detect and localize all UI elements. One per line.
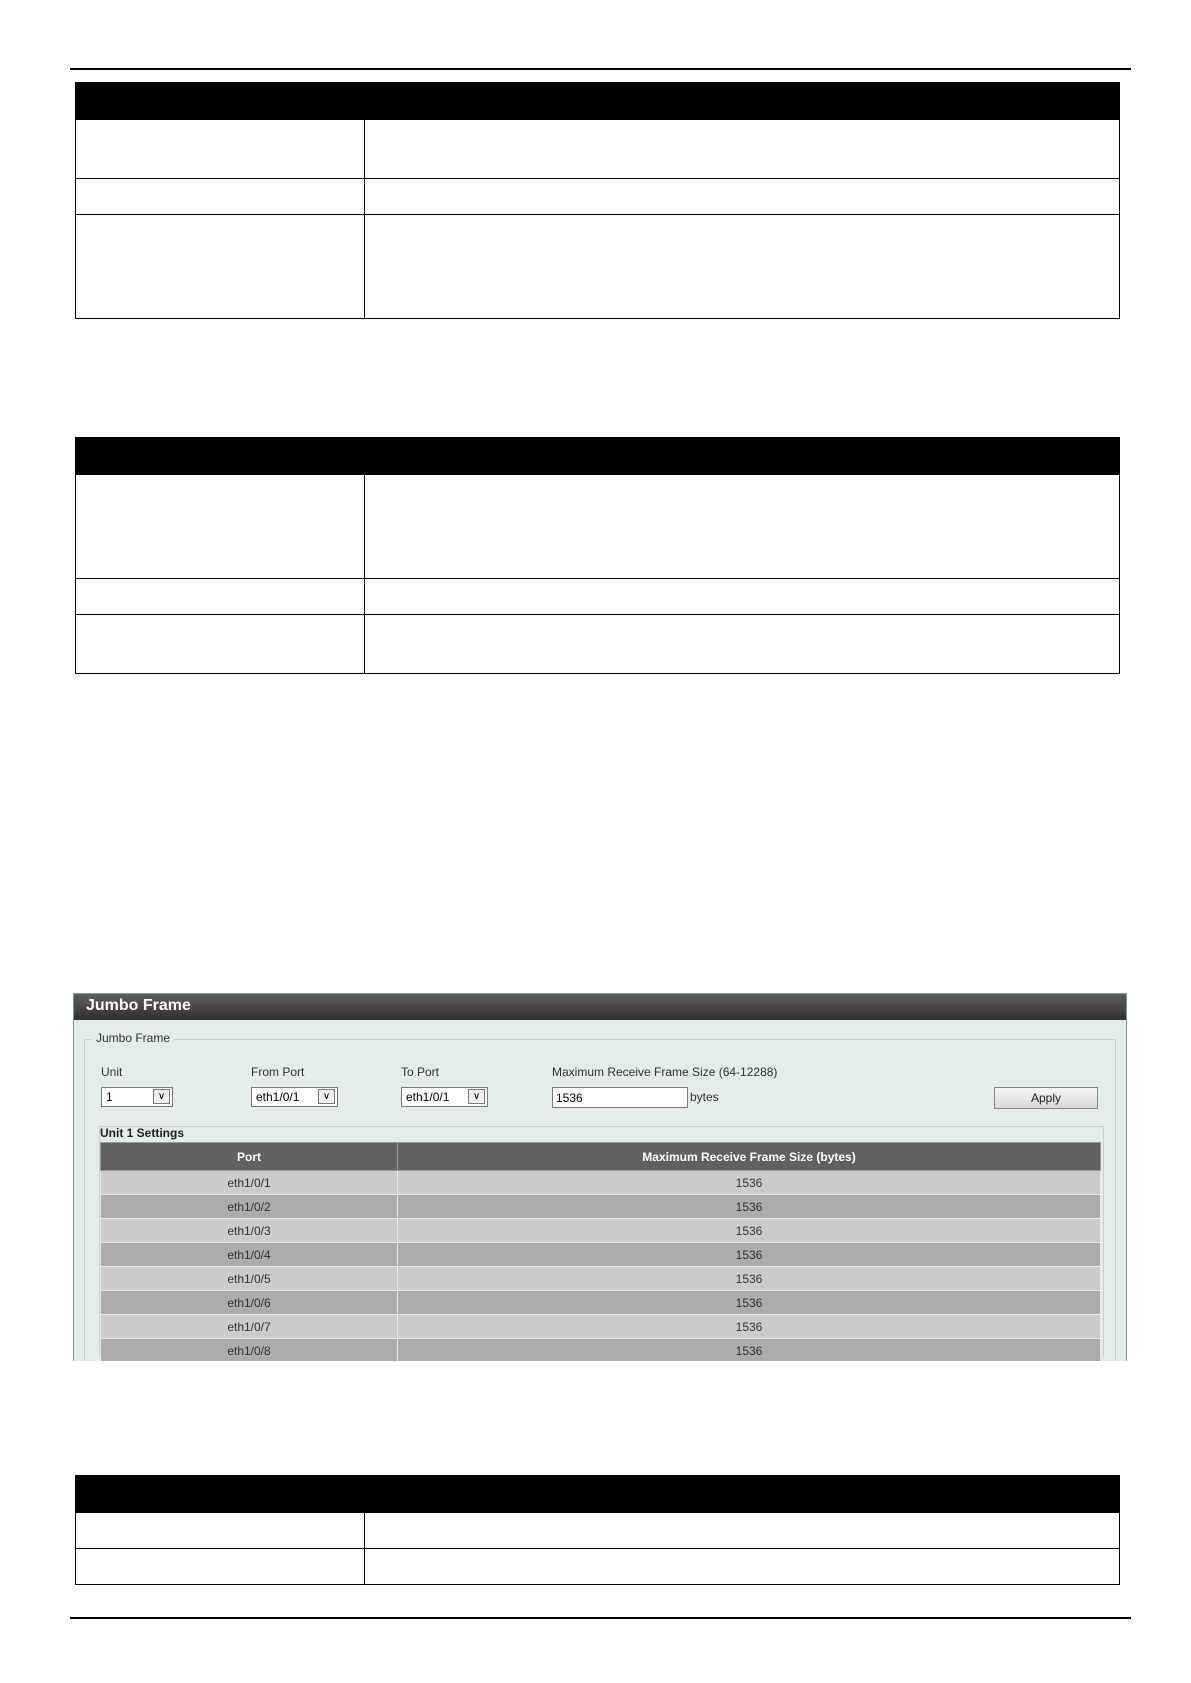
table-row (101, 1267, 1101, 1291)
port-cell: eth1/0/3 (101, 1219, 398, 1243)
table-row (101, 1243, 1101, 1267)
port-cell: eth1/0/6 (101, 1291, 398, 1315)
table-row (76, 179, 1120, 215)
chevron-down-icon[interactable]: ∨ (153, 1089, 170, 1104)
table-row (101, 1195, 1101, 1219)
table-row (101, 1219, 1101, 1243)
unit-settings-title: Unit 1 Settings (100, 1126, 185, 1140)
table-row (101, 1315, 1101, 1339)
to-port-label: To Port (401, 1065, 440, 1079)
bottom-rule (70, 1617, 1131, 1619)
unit-select-value: 1 (106, 1090, 113, 1104)
max-size-cell: 1536 (398, 1291, 1101, 1315)
table-row (101, 1291, 1101, 1315)
table-header-row (76, 83, 1120, 120)
to-port-select[interactable] (401, 1087, 488, 1107)
parameter-table-3 (75, 1475, 1120, 1585)
port-cell: eth1/0/8 (101, 1339, 398, 1362)
parameter-table-1 (75, 82, 1120, 319)
apply-button[interactable]: Apply (994, 1087, 1098, 1109)
port-cell: eth1/0/4 (101, 1243, 398, 1267)
table-row (76, 615, 1120, 674)
column-header-port: Port (101, 1143, 398, 1171)
from-port-select-value: eth1/0/1 (256, 1090, 300, 1104)
max-frame-size-input[interactable] (552, 1087, 688, 1108)
column-header-max-size: Maximum Receive Frame Size (bytes) (398, 1143, 1101, 1171)
max-size-cell: 1536 (398, 1243, 1101, 1267)
chevron-down-icon[interactable]: ∨ (468, 1089, 485, 1104)
table-row (76, 579, 1120, 615)
port-cell: eth1/0/7 (101, 1315, 398, 1339)
from-port-select[interactable] (251, 1087, 338, 1107)
max-frame-size-unit: bytes (690, 1090, 719, 1104)
table-row (76, 1513, 1120, 1549)
unit-select[interactable] (101, 1087, 173, 1107)
max-size-cell: 1536 (398, 1339, 1101, 1362)
fieldset-legend: Jumbo Frame (92, 1031, 174, 1045)
max-size-cell: 1536 (398, 1219, 1101, 1243)
max-size-cell: 1536 (398, 1171, 1101, 1195)
top-rule (70, 68, 1131, 70)
unit-settings-table (100, 1142, 1101, 1361)
table-row (76, 120, 1120, 179)
table-row (101, 1171, 1101, 1195)
table-header-row (76, 1476, 1120, 1513)
chevron-down-icon[interactable]: ∨ (318, 1089, 335, 1104)
panel-title: Jumbo Frame (74, 994, 1126, 1020)
jumbo-frame-panel (73, 993, 1127, 1361)
max-frame-size-label: Maximum Receive Frame Size (64-12288) (552, 1065, 778, 1079)
port-cell: eth1/0/5 (101, 1267, 398, 1291)
table-row (76, 1549, 1120, 1585)
table-row (101, 1339, 1101, 1362)
max-size-cell: 1536 (398, 1267, 1101, 1291)
from-port-label: From Port (251, 1065, 305, 1079)
parameter-table-2 (75, 437, 1120, 674)
max-size-cell: 1536 (398, 1315, 1101, 1339)
table-row (76, 475, 1120, 579)
max-size-cell: 1536 (398, 1195, 1101, 1219)
port-cell: eth1/0/1 (101, 1171, 398, 1195)
table-header-row (101, 1143, 1101, 1171)
unit-label: Unit (101, 1065, 123, 1079)
table-row (76, 215, 1120, 319)
table-header-row (76, 438, 1120, 475)
to-port-select-value: eth1/0/1 (406, 1090, 450, 1104)
port-cell: eth1/0/2 (101, 1195, 398, 1219)
